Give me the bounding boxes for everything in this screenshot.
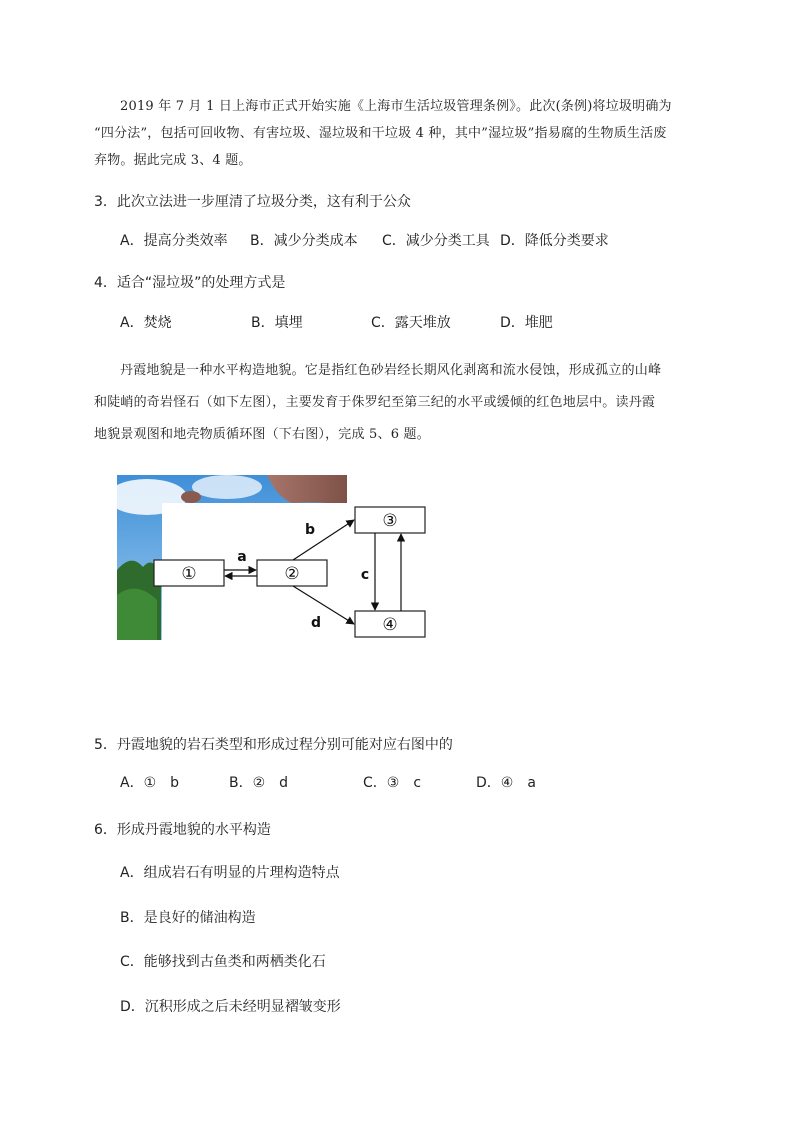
question-6-option-b[interactable]: B．是良好的储油构造 bbox=[120, 910, 256, 926]
question-3-stem: 3．此次立法进一步厘清了垃圾分类，这有利于公众 bbox=[94, 194, 411, 210]
passage2-line1: 丹霞地貌是一种水平构造地貌。它是指红色砂岩经长期风化剥离和流水侵蚀，形成孤立的山峰 bbox=[120, 363, 662, 378]
question-4-option-a[interactable]: A．焚烧 bbox=[120, 315, 172, 331]
diagram-box-4-label: ④ bbox=[382, 615, 398, 635]
passage2-line2: 和陡峭的奇岩怪石（如下左图），主要发育于侏罗纪至第三纪的水平或缓倾的红色地层中。读丹霞 bbox=[94, 395, 656, 410]
question-4-options bbox=[120, 312, 760, 332]
diagram-label-a: a bbox=[237, 549, 247, 565]
figure-svg bbox=[117, 475, 437, 640]
question-5-options bbox=[120, 772, 760, 792]
diagram-box-2-label: ② bbox=[284, 564, 300, 584]
question-4-option-d[interactable]: D．堆肥 bbox=[500, 315, 553, 331]
passage1-line1: 2019 年 7 月 1 日上海市正式开始实施《上海市生活垃圾管理条例》。此次(条例)将垃圾明确为 bbox=[120, 99, 672, 114]
question-4-option-c[interactable]: C．露天堆放 bbox=[371, 315, 451, 331]
passage1-line2: “四分法”，包括可回收物、有害垃圾、湿垃圾和干垃圾 4 种，其中”湿垃圾”指易腐的生物质生活废 bbox=[94, 126, 667, 141]
question-3-option-a[interactable]: A．提高分类效率 bbox=[120, 233, 228, 249]
passage2-line3: 地貌景观图和地壳物质循环图（下右图），完成 5、6 题。 bbox=[94, 427, 430, 442]
question-3-option-d[interactable]: D．降低分类要求 bbox=[500, 233, 609, 249]
question-4-option-b[interactable]: B．填埋 bbox=[251, 315, 303, 331]
question-6-option-d[interactable]: D．沉积形成之后未经明显褶皱变形 bbox=[120, 999, 341, 1015]
diagram-label-d: d bbox=[310, 615, 322, 631]
question-5-option-a[interactable]: A．① b bbox=[120, 775, 180, 791]
question-5-stem: 5．丹霞地貌的岩石类型和形成过程分别可能对应右图中的 bbox=[94, 737, 453, 753]
question-6-option-c[interactable]: C．能够找到古鱼类和两栖类化石 bbox=[120, 954, 326, 970]
diagram-box-1-label: ① bbox=[181, 564, 197, 584]
question-6-stem: 6．形成丹霞地貌的水平构造 bbox=[94, 822, 271, 838]
question-5-option-c[interactable]: C．③ c bbox=[363, 775, 422, 791]
question-3-option-b[interactable]: B．减少分类成本 bbox=[250, 233, 358, 249]
question-3-option-c[interactable]: C．减少分类工具 bbox=[382, 233, 490, 249]
figure-danxia-rock-cycle bbox=[117, 475, 437, 640]
question-5-option-b[interactable]: B．② d bbox=[229, 775, 289, 791]
question-3-options bbox=[120, 230, 760, 250]
passage1-line3: 弃物。据此完成 3、4 题。 bbox=[94, 153, 252, 168]
question-6-option-a[interactable]: A．组成岩石有明显的片理构造特点 bbox=[120, 865, 340, 881]
diagram-box-3-label: ③ bbox=[382, 511, 398, 531]
question-4-stem: 4．适合“湿垃圾”的处理方式是 bbox=[94, 275, 286, 291]
question-5-option-d[interactable]: D．④ a bbox=[476, 775, 536, 791]
diagram-label-b: b bbox=[304, 522, 316, 538]
diagram-label-c: c bbox=[360, 567, 370, 583]
